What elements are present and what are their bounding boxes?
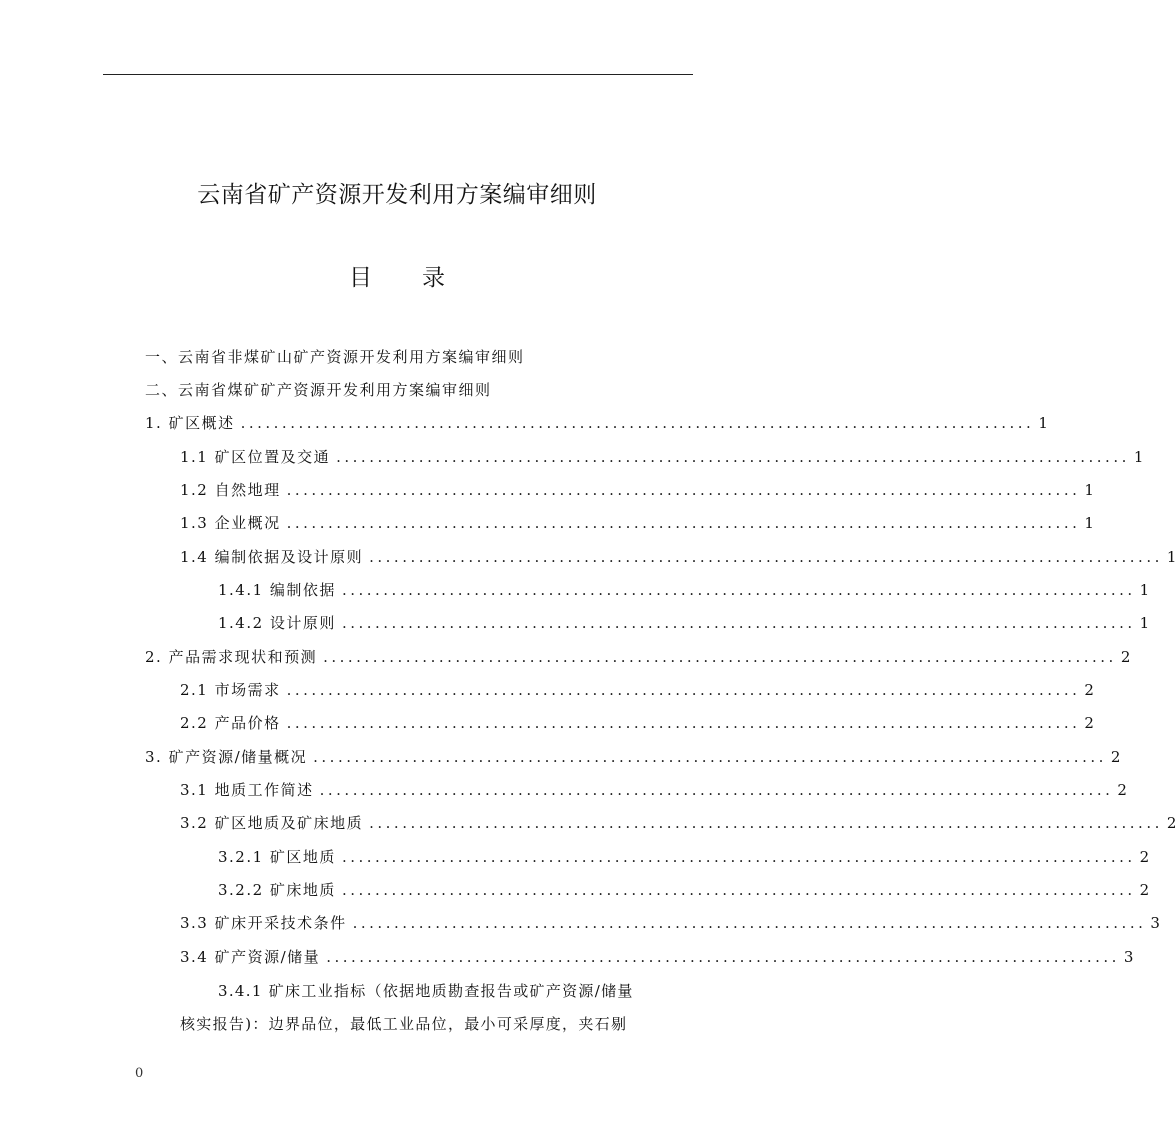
toc-section-2[interactable] xyxy=(145,378,693,402)
toc-entry-label: 1.3 企业概况 xyxy=(180,514,281,532)
toc-entry[interactable] xyxy=(180,678,1094,702)
toc-entry-label: 1. 矿区概述 xyxy=(145,414,235,432)
dot-leader: ................................................................................................ xyxy=(286,681,1081,699)
toc-entry-label: 1.4.1 编制依据 xyxy=(218,581,336,599)
dot-leader: ................................................................................................ xyxy=(336,448,1130,466)
toc-entry[interactable] xyxy=(218,878,1150,902)
dot-leader: ................................................................................................ xyxy=(341,581,1136,599)
dot-leader: ................................................................................................ xyxy=(341,848,1136,866)
toc-heading xyxy=(0,259,794,292)
toc-entry[interactable] xyxy=(145,645,1131,669)
toc-entry-label: 3.2 矿区地质及矿床地质 xyxy=(180,814,364,832)
dot-leader: ................................................................................................ xyxy=(313,748,1107,766)
toc-entry-page: 2 xyxy=(1084,714,1094,732)
dot-leader: ................................................................................................ xyxy=(319,781,1114,799)
toc-heading-right: 录 xyxy=(422,265,445,291)
toc-entry-page: 1 xyxy=(1166,548,1176,566)
toc-entry[interactable] xyxy=(218,845,1150,869)
toc-section-label: 一、云南省非煤矿山矿产资源开发利用方案编审细则 xyxy=(145,348,525,366)
dot-leader: ................................................................................................ xyxy=(323,648,1117,666)
document-title: 云南省矿产资源开发利用方案编审细则 xyxy=(197,182,597,208)
toc-entry-label: 3.4 矿产资源/储量 xyxy=(180,948,321,966)
dot-leader: ................................................................................................ xyxy=(369,814,1163,832)
toc-entry-label: 1.2 自然地理 xyxy=(180,481,281,499)
toc-entry-label: 1.1 矿区位置及交通 xyxy=(180,448,331,466)
toc-entry[interactable] xyxy=(180,511,1094,535)
toc-entry-label: 3.3 矿床开采技术条件 xyxy=(180,914,347,932)
toc-section-label: 二、云南省煤矿矿产资源开发利用方案编审细则 xyxy=(145,381,492,399)
toc-entry-page: 2 xyxy=(1139,848,1150,866)
toc-entry-label: 3.2.1 矿区地质 xyxy=(218,848,336,866)
toc-entry-page: 3 xyxy=(1123,948,1134,966)
toc-entry-page: 2 xyxy=(1166,814,1176,832)
dot-leader: ................................................................................................ xyxy=(326,948,1120,966)
dot-leader: ................................................................................................ xyxy=(369,548,1163,566)
toc-entry[interactable] xyxy=(218,611,1150,635)
toc-heading-left: 目 xyxy=(349,265,372,291)
dot-leader: ................................................................................................ xyxy=(286,481,1081,499)
toc-entry-page: 1 xyxy=(1038,414,1048,432)
toc-entry-label: 2.1 市场需求 xyxy=(180,681,281,699)
toc-entry-page: 1 xyxy=(1139,614,1150,632)
toc-entry[interactable] xyxy=(180,711,1094,735)
toc-section-1[interactable] xyxy=(145,345,693,369)
toc-entry-page: 3 xyxy=(1150,914,1160,932)
toc-paragraph-line-1: 3.4.1 矿床工业指标（依据地质勘查报告或矿产资源/储量 xyxy=(218,982,634,1000)
toc-entry[interactable] xyxy=(180,811,1176,835)
toc-entry-label: 1.4 编制依据及设计原则 xyxy=(180,548,364,566)
dot-leader: ................................................................................................ xyxy=(286,514,1081,532)
dot-leader: ................................................................................................ xyxy=(341,614,1136,632)
footer-page-number: 0 xyxy=(135,1066,144,1081)
toc-entry-page: 2 xyxy=(1117,781,1127,799)
toc-entry-label: 3.2.2 矿床地质 xyxy=(218,881,336,899)
toc-entry-page: 2 xyxy=(1110,748,1121,766)
toc-entry-page: 1 xyxy=(1084,514,1094,532)
toc-entry-label: 2.2 产品价格 xyxy=(180,714,281,732)
header-rule xyxy=(103,74,693,75)
toc-entry-page: 2 xyxy=(1120,648,1131,666)
toc-entry[interactable] xyxy=(218,578,1150,602)
toc-entry-page: 1 xyxy=(1084,481,1094,499)
toc-entry[interactable] xyxy=(180,545,1176,569)
dot-leader: ................................................................................................ xyxy=(352,914,1147,932)
toc-entry-page: 1 xyxy=(1139,581,1150,599)
toc-paragraph-line-2: 核实报告)：边界品位，最低工业品位，最小可采厚度，夹石剔 xyxy=(180,1015,628,1033)
toc-entry-label: 2. 产品需求现状和预测 xyxy=(145,648,318,666)
toc-entry-page: 2 xyxy=(1139,881,1150,899)
toc-entry-page: 1 xyxy=(1133,448,1144,466)
toc-entry[interactable] xyxy=(180,945,1134,969)
toc-entry[interactable] xyxy=(145,411,1048,435)
toc-entry-page: 2 xyxy=(1084,681,1094,699)
toc-entry-label: 1.4.2 设计原则 xyxy=(218,614,336,632)
toc-entry-label: 3.1 地质工作简述 xyxy=(180,781,314,799)
dot-leader: ................................................................................................ xyxy=(286,714,1081,732)
toc-entry[interactable] xyxy=(180,778,1127,802)
dot-leader: ................................................................................................ xyxy=(341,881,1136,899)
toc-entry[interactable] xyxy=(145,745,1121,769)
dot-leader: ................................................................................................ xyxy=(240,414,1035,432)
toc-entry[interactable] xyxy=(180,478,1094,502)
toc-entry[interactable] xyxy=(180,445,1144,469)
toc-entry[interactable] xyxy=(180,911,1160,935)
toc-entry-label: 3. 矿产资源/储量概况 xyxy=(145,748,308,766)
